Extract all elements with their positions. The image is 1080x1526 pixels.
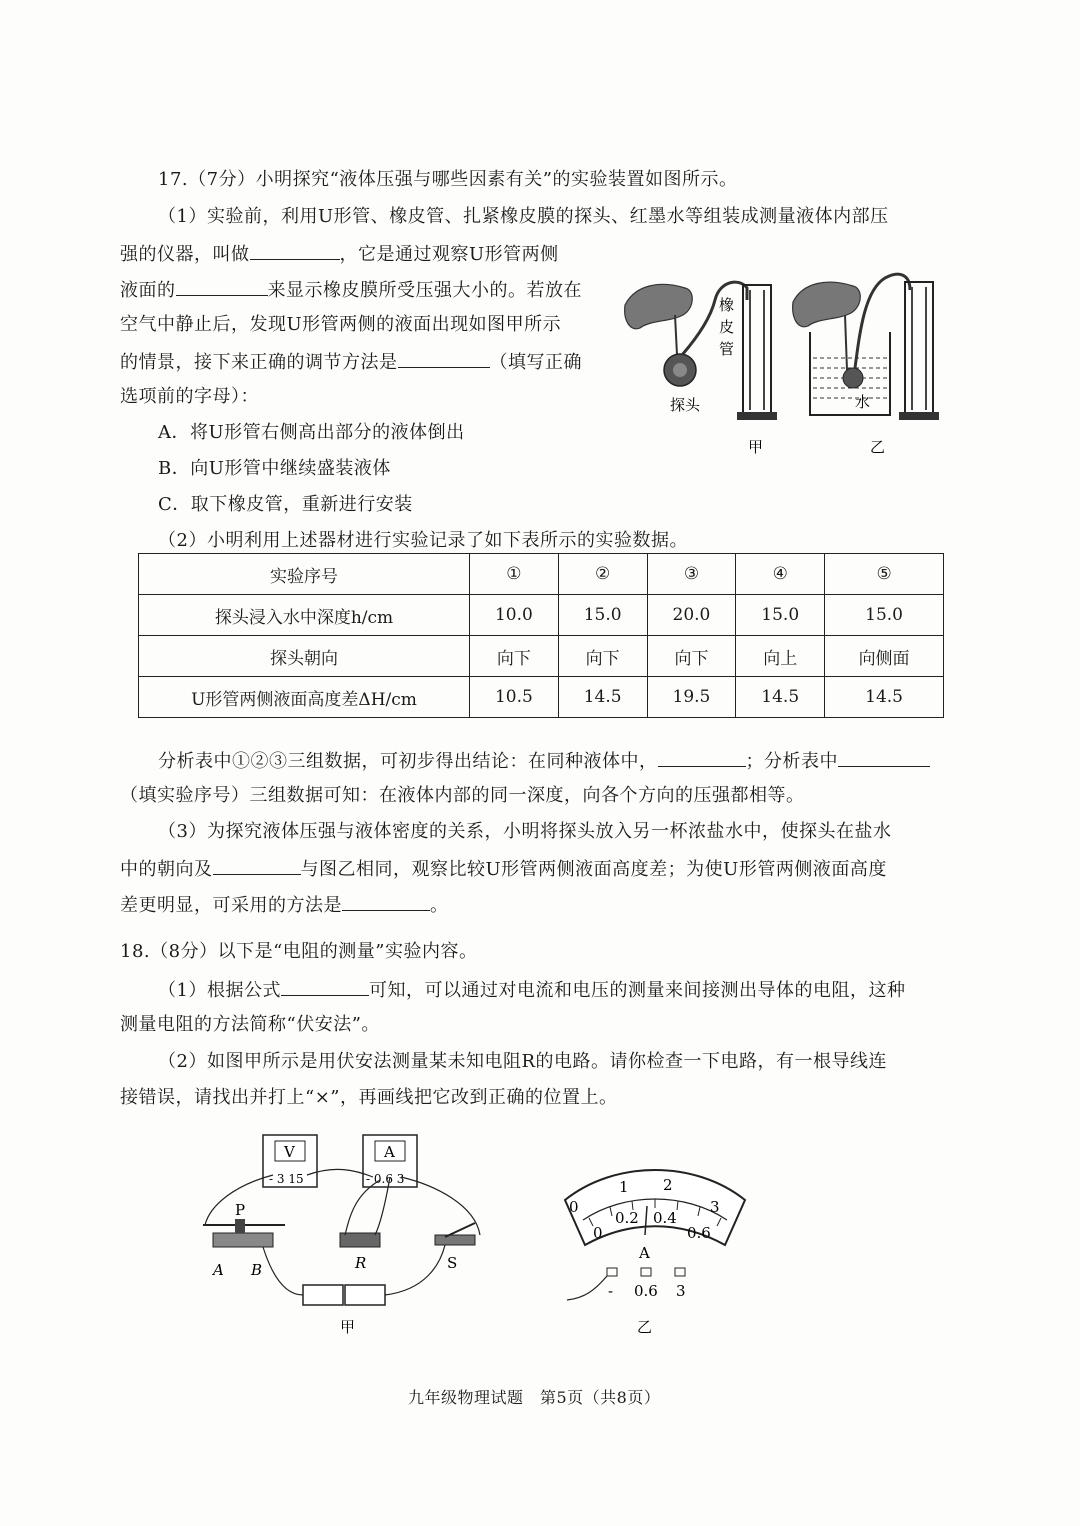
label-s: S [447, 1254, 458, 1272]
q17-p3-line2 [120, 856, 887, 882]
circuit-figure [195, 1125, 505, 1340]
blank-2[interactable] [176, 277, 268, 296]
probe-label: 探头 [670, 396, 701, 414]
table-cell: 探头朝向 [139, 636, 470, 677]
text: 可知，可以通过对电流和电压的测量来间接测出导体的电阻，这种 [368, 980, 906, 1001]
table-cell: ② [558, 554, 647, 595]
data-table [138, 553, 944, 718]
ammeter-dial-figure [555, 1140, 755, 1340]
table-cell: ⑤ [825, 554, 944, 595]
q17-p1-line2 [120, 241, 559, 267]
scale-upper-1: 1 [619, 1178, 629, 1196]
ammeter-terminals: - 0.6 3 [366, 1172, 405, 1186]
voltmeter-terminals: - 3 15 [269, 1172, 304, 1186]
option-a: A．将U形管右侧高出部分的液体倒出 [158, 422, 465, 443]
table-cell: 10.5 [470, 677, 559, 718]
label-p: P [235, 1201, 246, 1219]
table-cell: 10.0 [470, 595, 559, 636]
q17-p2: （2）小明利用上述器材进行实验记录了如下表所示的实验数据。 [158, 530, 688, 551]
blank-4[interactable] [658, 748, 746, 767]
text: 与图乙相同，观察比较U形管两侧液面高度差；为使U形管两侧液面高度 [300, 859, 887, 880]
table-row [139, 636, 944, 677]
blank-8[interactable] [281, 977, 369, 996]
scale-lower-2: 0.4 [653, 1209, 677, 1227]
text: 中的朝向及 [120, 859, 213, 880]
q17-p1-line6: 选项前的字母）： [120, 386, 259, 407]
table-row [139, 677, 944, 718]
text: 的情景，接下来正确的调节方法是 [120, 352, 398, 373]
option-b: B．向U形管中继续盛装液体 [158, 458, 391, 479]
q18-title: 18.（8分）以下是“电阻的测量”实验内容。 [120, 941, 478, 962]
voltmeter-symbol: V [284, 1143, 295, 1161]
analysis-line2: （填实验序号）三组数据可知：在液体内部的同一深度，向各个方向的压强都相等。 [120, 785, 805, 806]
table-header-row [139, 554, 944, 595]
q18-p1-line1 [158, 977, 905, 1003]
u-tube-figure [615, 260, 965, 465]
q17-p1-line1: （1）实验前，利用U形管、橡皮管、扎紧橡皮膜的探头、红墨水等组装成测量液体内部压 [158, 206, 889, 227]
terminal-neg: - [608, 1282, 614, 1300]
ammeter-symbol: A [384, 1143, 395, 1161]
text: （填写正确 [489, 352, 582, 373]
label-a: A [213, 1261, 224, 1279]
q17-title: 17.（7分）小明探究“液体压强与哪些因素有关”的实验装置如图所示。 [158, 169, 738, 190]
page-footer: 九年级物理试题 第5页（共8页） [408, 1388, 661, 1407]
blank-1[interactable] [250, 241, 340, 260]
meter-unit-label: A [639, 1244, 650, 1262]
q17-p3-line1: （3）为探究液体压强与液体密度的关系，小明将探头放入另一杯浓盐水中，使探头在盐水 [158, 821, 892, 842]
text: 分析表中①②③三组数据，可初步得出结论：在同种液体中， [158, 751, 658, 772]
table-cell: 实验序号 [139, 554, 470, 595]
table-cell: 向下 [470, 636, 559, 677]
table-row [139, 595, 944, 636]
scale-lower-1: 0.2 [615, 1209, 639, 1227]
text: 强的仪器，叫做 [120, 244, 250, 265]
tube-label-1: 橡 [719, 296, 735, 314]
table-cell: 19.5 [647, 677, 736, 718]
table-cell: 向侧面 [825, 636, 944, 677]
terminal-06: 0.6 [634, 1282, 658, 1300]
text: 来显示橡皮膜所受压强大小的。若放在 [267, 280, 582, 301]
q17-p3-line3 [120, 892, 449, 918]
scale-upper-3: 3 [710, 1198, 720, 1216]
table-cell: U形管两侧液面高度差ΔH/cm [139, 677, 470, 718]
tube-label-2: 皮 [719, 318, 735, 336]
q18-p2-line1: （2）如图甲所示是用伏安法测量某未知电阻R的电路。请你检查一下电路，有一根导线连 [158, 1051, 888, 1072]
scale-upper-2: 2 [663, 1176, 673, 1194]
option-c: C．取下橡皮管，重新进行安装 [158, 494, 413, 515]
fig-jia-label: 甲 [748, 438, 764, 456]
water-label: 水 [855, 393, 871, 411]
text: ，它是通过观察U形管两侧 [339, 244, 559, 265]
blank-3[interactable] [398, 349, 490, 368]
label-b: B [251, 1261, 263, 1279]
terminal-3: 3 [676, 1282, 686, 1300]
fig-jia-label-2: 甲 [340, 1318, 356, 1336]
table-cell: 向上 [736, 636, 825, 677]
q17-p1-line4: 空气中静止后，发现U形管两侧的液面出现如图甲所示 [120, 314, 562, 335]
table-cell: 15.0 [736, 595, 825, 636]
text: ；分析表中 [745, 751, 838, 772]
q18-p2-line2: 接错误，请找出并打上“×”，再画线把它改到正确的位置上。 [120, 1087, 618, 1108]
table-cell: 14.5 [736, 677, 825, 718]
table-cell: 14.5 [825, 677, 944, 718]
table-cell: ① [470, 554, 559, 595]
blank-6[interactable] [213, 856, 301, 875]
fig-yi-label-2: 乙 [637, 1318, 653, 1336]
text: （1）根据公式 [158, 980, 281, 1001]
table-cell: ④ [736, 554, 825, 595]
tube-label-3: 管 [719, 340, 735, 358]
fig-yi-label: 乙 [870, 438, 886, 456]
table-cell: 向下 [647, 636, 736, 677]
table-cell: 15.0 [558, 595, 647, 636]
scale-upper-0: 0 [569, 1198, 579, 1216]
table-cell: ③ [647, 554, 736, 595]
table-cell: 向下 [558, 636, 647, 677]
table-cell: 14.5 [558, 677, 647, 718]
q17-p1-line3 [120, 277, 582, 303]
table-cell: 20.0 [647, 595, 736, 636]
text: 液面的 [120, 280, 176, 301]
blank-5[interactable] [838, 748, 930, 767]
q17-p1-line5 [120, 349, 582, 375]
analysis-line1 [158, 748, 930, 774]
text: 。 [430, 895, 449, 916]
blank-7[interactable] [342, 892, 430, 911]
table-cell: 15.0 [825, 595, 944, 636]
q18-p1-line2: 测量电阻的方法简称“伏安法”。 [120, 1014, 380, 1035]
table-cell: 探头浸入水中深度h/cm [139, 595, 470, 636]
scale-lower-0: 0 [593, 1224, 603, 1242]
label-r: R [355, 1254, 367, 1272]
text: 差更明显，可采用的方法是 [120, 895, 342, 916]
scale-lower-3: 0.6 [687, 1224, 711, 1242]
